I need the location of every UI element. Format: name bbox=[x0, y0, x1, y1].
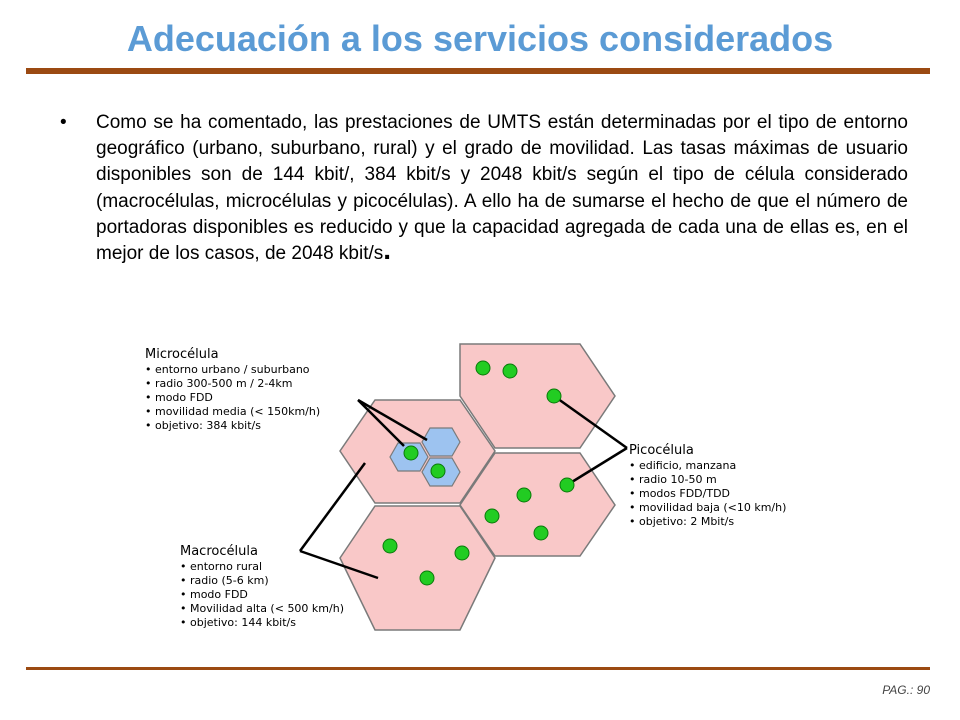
footer-rule bbox=[26, 667, 930, 670]
terminal-dot bbox=[560, 478, 574, 492]
terminal-dot bbox=[383, 539, 397, 553]
microcelula-heading: Microcélula bbox=[145, 347, 219, 362]
hexagon-cell-upper-right bbox=[460, 344, 615, 448]
macrocelula-item: • modo FDD bbox=[180, 588, 248, 601]
terminal-dot bbox=[420, 571, 434, 585]
macrocelula-item: • entorno rural bbox=[180, 560, 263, 573]
picocelula-item: • edificio, manzana bbox=[629, 459, 737, 472]
micro-hexagon-top bbox=[422, 428, 460, 456]
picocelula-item: • movilidad baja (<10 km/h) bbox=[629, 501, 787, 514]
bullet-text bbox=[96, 110, 908, 267]
hexagon-cell-lower-left bbox=[340, 506, 495, 630]
page-number: PAG.: 90 bbox=[882, 683, 930, 697]
macrocelula-heading: Macrocélula bbox=[180, 544, 258, 559]
microcelula-item: • entorno urbano / suburbano bbox=[145, 363, 310, 376]
bullet-body: Como se ha comentado, las prestaciones de UMTS están determinadas por el tipo de entorno geográfico (urbano, suburbano, rural) y el grado de movilidad. Las tasas máximas de usuario disponibles son de 144 kbit/, 384 kbit/s y 2048 kbit/s según el tipo de célula considerado (macrocélulas, microcélulas y picocélulas). A ello ha de sumarse el hecho de que el número de portadoras disponibles es reducido y que la capacidad agregada de cada una de ellas es, en el mejor de los casos, de 2048 kbit/s bbox=[96, 112, 908, 265]
terminal-dot bbox=[476, 361, 490, 375]
terminal-dot bbox=[431, 464, 445, 478]
microcelula-item: • modo FDD bbox=[145, 391, 213, 404]
terminal-dot bbox=[517, 488, 531, 502]
picocelula-heading: Picocélula bbox=[629, 443, 694, 458]
microcelula-item: • movilidad media (< 150km/h) bbox=[145, 405, 321, 418]
terminal-dot bbox=[485, 509, 499, 523]
macrocelula-item: • radio (5-6 km) bbox=[180, 574, 269, 587]
picocelula-item: • radio 10-50 m bbox=[629, 473, 717, 486]
picocelula-item: • objetivo: 2 Mbit/s bbox=[629, 515, 735, 528]
title-underline bbox=[26, 68, 930, 74]
microcelula-item: • objetivo: 384 kbit/s bbox=[145, 419, 261, 432]
label-microcelula bbox=[145, 347, 320, 432]
macrocelula-item: • objetivo: 144 kbit/s bbox=[180, 616, 296, 629]
terminal-dot bbox=[547, 389, 561, 403]
microcelula-item: • radio 300-500 m / 2-4km bbox=[145, 377, 293, 390]
terminal-dot bbox=[534, 526, 548, 540]
cell-diagram bbox=[140, 338, 860, 638]
bullet-paragraph bbox=[60, 110, 908, 267]
terminal-dot bbox=[455, 546, 469, 560]
picocelula-item: • modos FDD/TDD bbox=[629, 487, 731, 500]
label-picocelula bbox=[629, 443, 786, 528]
bullet-marker: • bbox=[60, 112, 67, 133]
macrocelula-item: • Movilidad alta (< 500 km/h) bbox=[180, 602, 344, 615]
slide-title: Adecuación a los servicios considerados bbox=[126, 18, 834, 59]
terminal-dot bbox=[404, 446, 418, 460]
bullet-end-dot: . bbox=[383, 234, 392, 266]
terminal-dot bbox=[503, 364, 517, 378]
